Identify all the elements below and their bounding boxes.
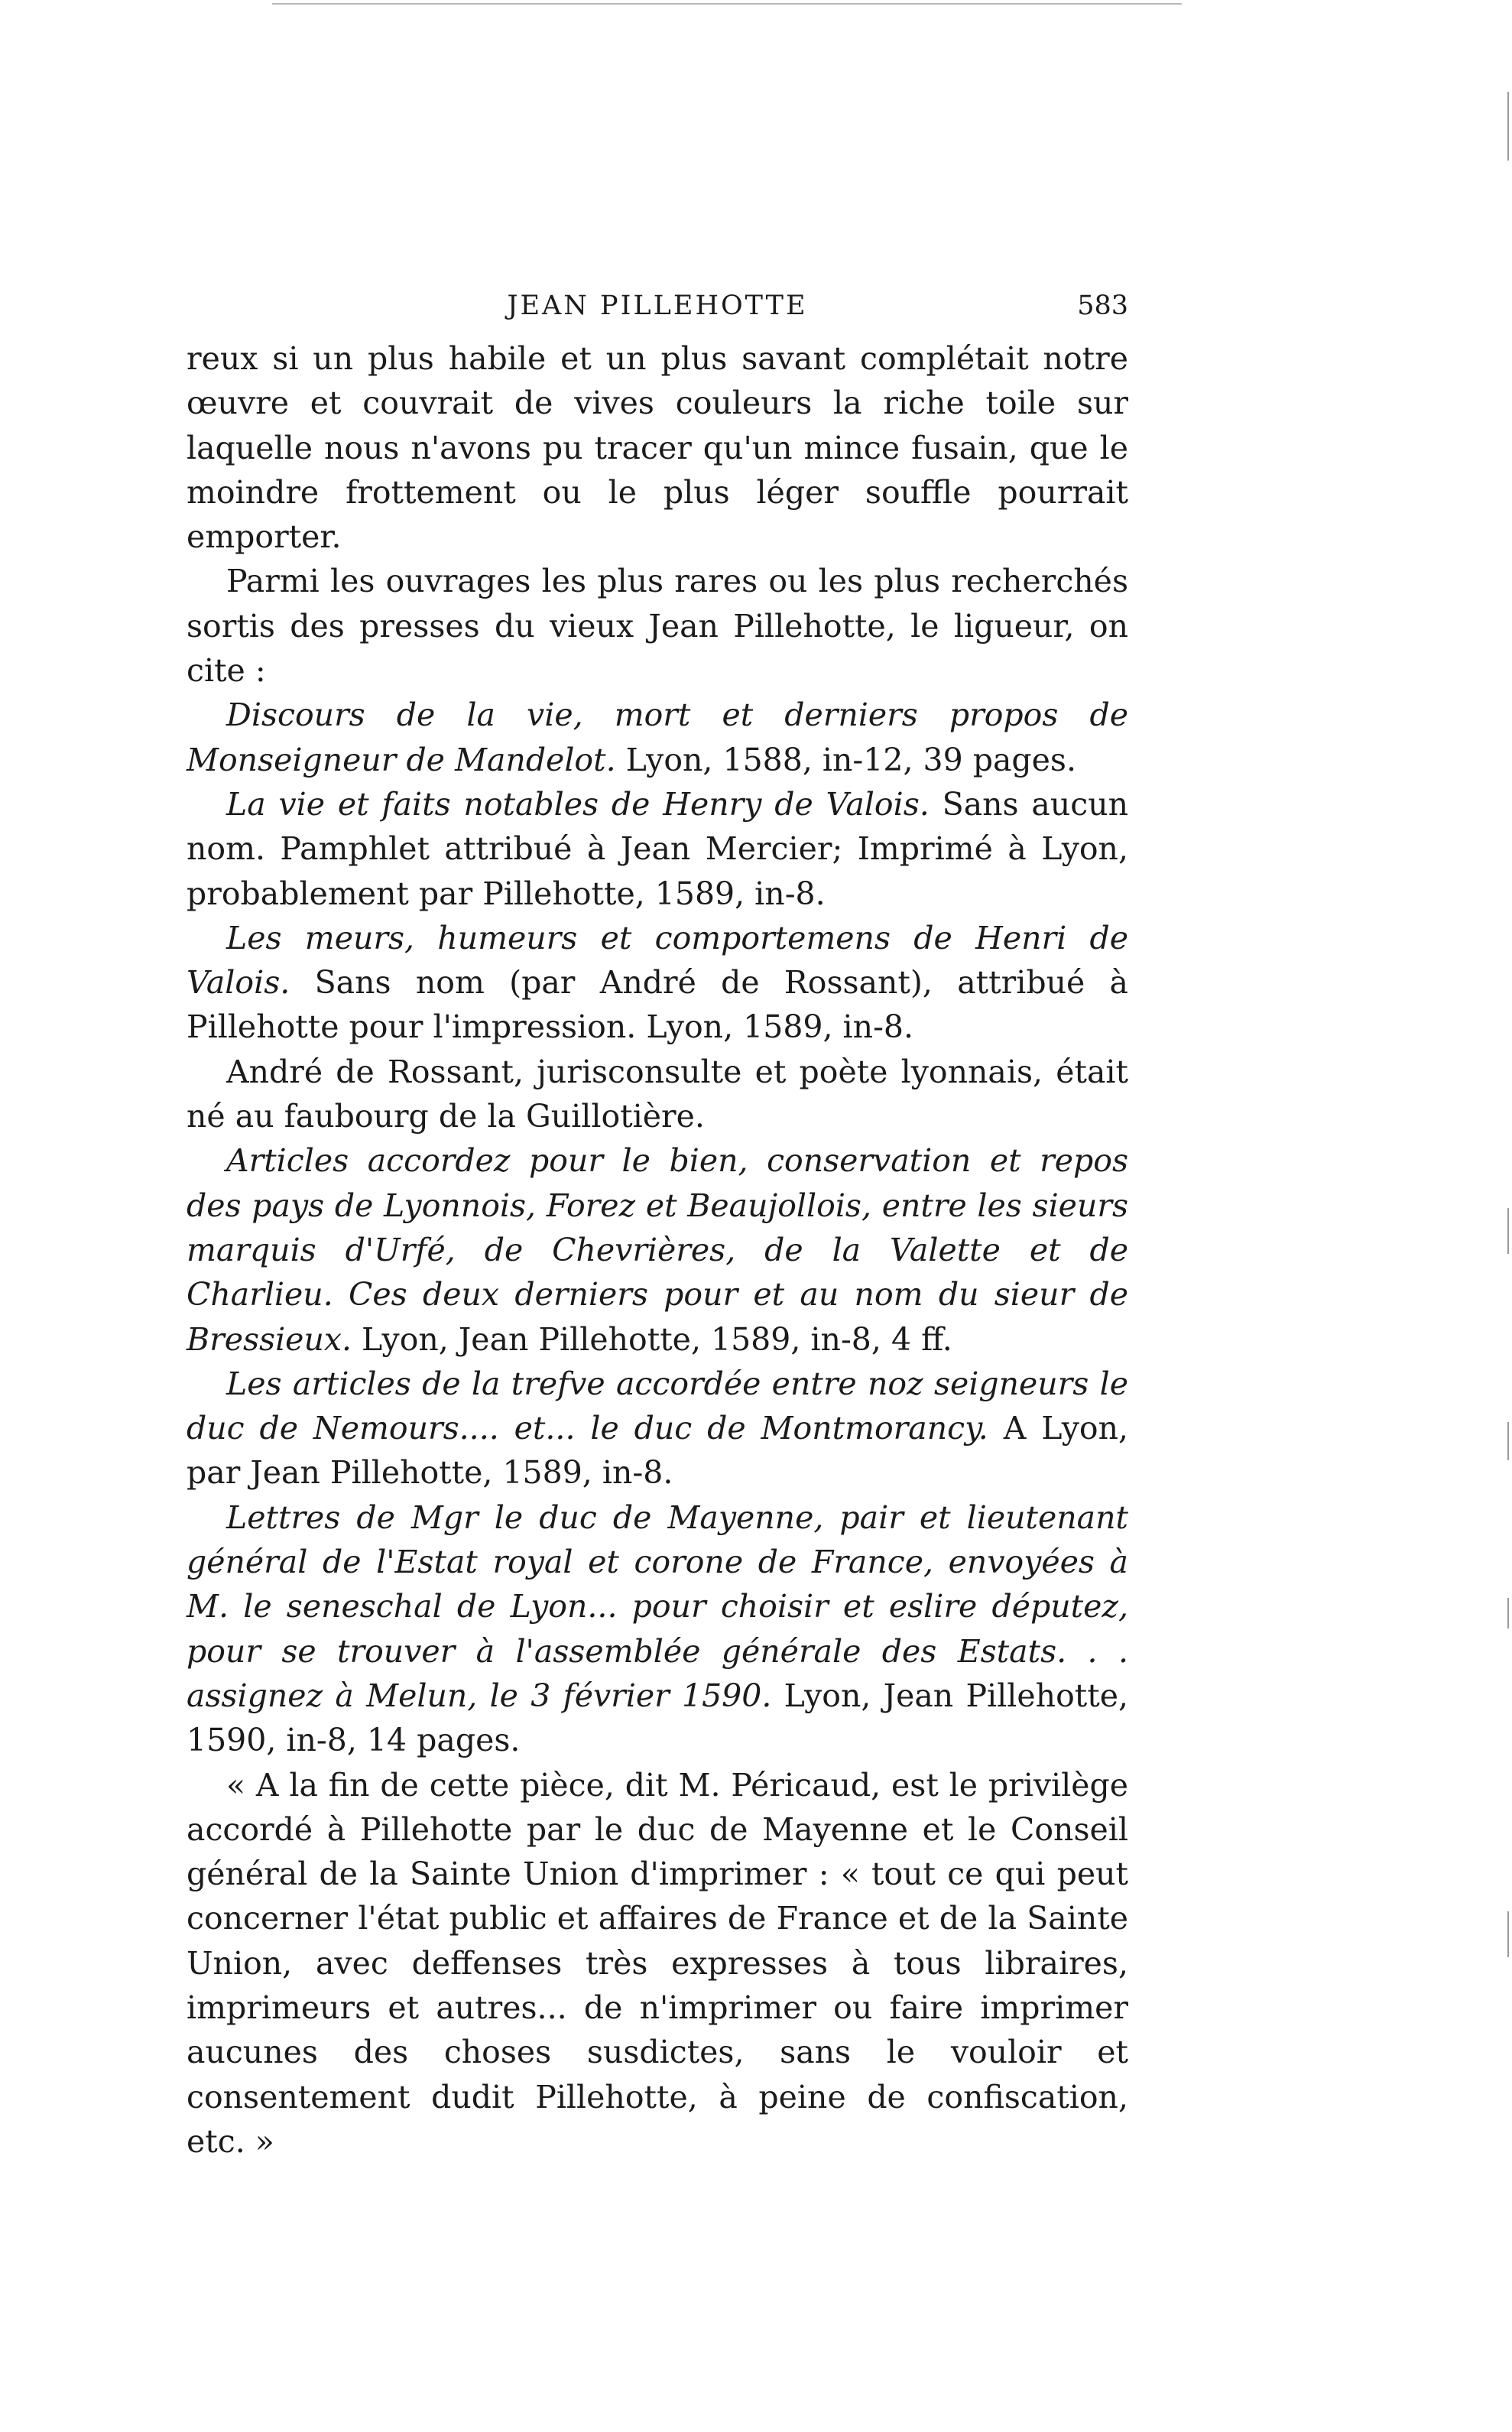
bibliography-entry bbox=[187, 1362, 1128, 1495]
work-title: Les articles de la trefve accordée entre noz seigneurs le duc de Nemours.... et... le duc de Montmorancy. bbox=[187, 1365, 1128, 1447]
work-details: Sans nom (par André de Rossant), attribué à Pillehotte pour l'impression. Lyon, 1589, in-8. bbox=[187, 964, 1128, 1046]
work-title: Articles accordez pour le bien, conservation et repos des pays de Lyonnois, Forez et Beaujollois, entre les sieurs marquis d'Urfé, de Chevrières, de la Valette et de Charlieu. Ces deux derniers pour et au nom du sieur de Bressieux. bbox=[187, 1142, 1128, 1358]
bibliography-entry bbox=[187, 782, 1128, 916]
bibliography-entry bbox=[187, 693, 1128, 782]
paragraph-continuation: reux si un plus habile et un plus savant complétait notre œuvre et couvrait de vives couleurs la riche toile sur laquelle nous n'avons pu tracer qu'un mince fusain, que le moindre frottement ou le plus léger souffle pourrait emporter. bbox=[187, 340, 1128, 556]
work-details: Sans aucun nom. Pamphlet attribué à Jean Mercier; Imprimé à Lyon, probablement par Pillehotte, 1589, in-8. bbox=[187, 785, 1129, 912]
paragraph-intro: Parmi les ouvrages les plus rares ou les plus recherchés sortis des presses du vieux Jean Pillehotte, le ligueur, on cite : bbox=[187, 563, 1128, 690]
running-head bbox=[187, 291, 1128, 336]
bibliography-entry bbox=[187, 1495, 1128, 1763]
paragraph-quote: « A la fin de cette pièce, dit M. Péricaud, est le privilège accordé à Pillehotte par le duc de Mayenne et le Conseil général de la Sainte Union d'imprimer : « tout ce qui peut concerner l'état public et affaires de France et de la Sainte Union, avec deffenses très expresses à tous libraires, imprimeurs et autres... de n'imprimer ou faire imprimer aucunes des choses susdictes, sans le vouloir et consentement dudit Pillehotte, à peine de confiscation, etc. » bbox=[187, 1766, 1128, 2160]
paragraph-note: André de Rossant, jurisconsulte et poète lyonnais, était né au faubourg de la Guillotière. bbox=[187, 1053, 1128, 1135]
scan-edge-mark bbox=[1507, 1208, 1509, 1254]
scan-edge-mark bbox=[1507, 1911, 1509, 1957]
bibliography-entry bbox=[187, 1138, 1128, 1361]
work-title: Discours de la vie, mort et derniers propos de Monseigneur de Mandelot. bbox=[187, 696, 1128, 778]
work-details: Lyon, 1588, in-12, 39 pages. bbox=[615, 741, 1076, 778]
running-title: JEAN PILLEHOTTE bbox=[507, 291, 808, 321]
top-scan-rule bbox=[272, 3, 1182, 5]
work-details: Lyon, Jean Pillehotte, 1589, in-8, 4 ff. bbox=[352, 1320, 952, 1358]
scan-edge-mark bbox=[1507, 92, 1509, 161]
work-details: A Lyon, par Jean Pillehotte, 1589, in-8. bbox=[187, 1410, 1129, 1492]
work-details: Lyon, Jean Pillehotte, 1590, in-8, 14 pages. bbox=[187, 1677, 1128, 1759]
work-title: Lettres de Mgr le duc de Mayenne, pair et lieutenant général de l'Estat royal et corone de France, envoyées à M. le seneschal de Lyon... pour choisir et eslire députez, pour se trouver à l'assemblée générale des Estats. . . assignez à Melun, le 3 février 1590. bbox=[187, 1498, 1128, 1714]
bibliography-entry bbox=[187, 916, 1128, 1050]
body-text bbox=[187, 336, 1128, 2164]
work-title: La vie et faits notables de Henry de Valois. bbox=[226, 785, 930, 823]
page-number: 583 bbox=[1077, 291, 1128, 321]
scan-edge-mark bbox=[1507, 1598, 1509, 1628]
book-page bbox=[187, 291, 1128, 2164]
work-title: Les meurs, humeurs et comportemens de Henri de Valois. bbox=[187, 919, 1128, 1002]
scan-edge-mark bbox=[1507, 1422, 1509, 1460]
